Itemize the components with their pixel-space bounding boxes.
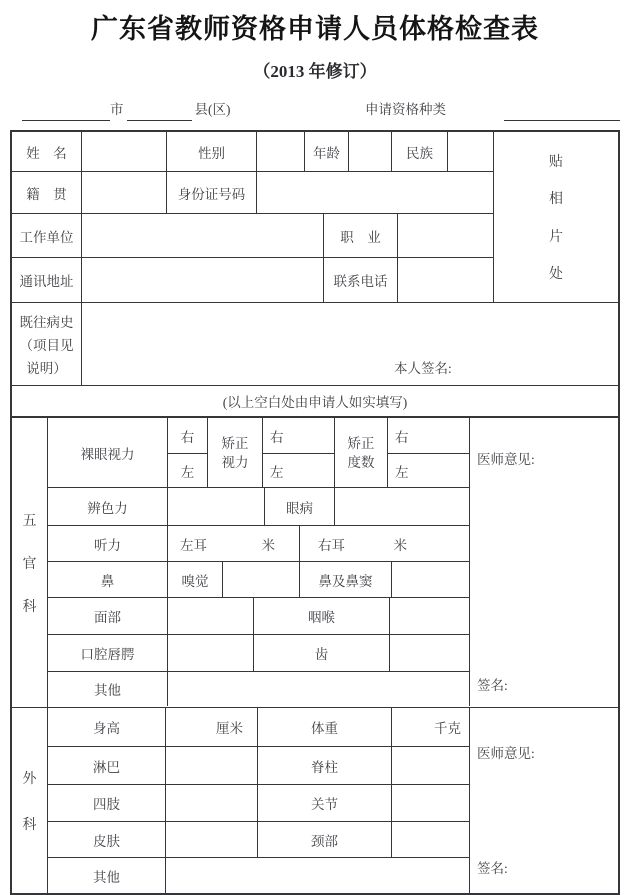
ethnic-label: 民族 xyxy=(392,132,448,172)
surgery-doctor-opinion-cell xyxy=(470,708,618,893)
throat-label: 咽喉 xyxy=(254,598,390,635)
row-lymph xyxy=(48,747,470,785)
photo-char-2: 相 xyxy=(549,192,563,208)
corrected-vision-line-1: 矫正 xyxy=(221,435,249,451)
ent-doctor-opinion-label: 医师意见: xyxy=(477,452,535,467)
ent-char-3: 科 xyxy=(22,599,37,615)
smell-label: 嗅觉 xyxy=(168,562,223,598)
right-ear-label: 右耳 xyxy=(318,537,345,553)
row-medical-history xyxy=(12,303,618,386)
ent-char-1: 五 xyxy=(22,513,37,529)
naked-vision-label: 裸眼视力 xyxy=(48,418,168,488)
gender-label: 性别 xyxy=(167,132,257,172)
weight-field xyxy=(392,708,470,747)
corrected-degree-line-2: 度数 xyxy=(347,454,375,470)
phone-label: 联系电话 xyxy=(324,258,398,303)
fill-note-text: (以上空白处由申请人如实填写) xyxy=(222,395,408,410)
spine-label: 脊柱 xyxy=(258,747,392,785)
gender-field xyxy=(257,132,305,172)
self-signature-label: 本人签名: xyxy=(394,361,452,376)
mouth-field xyxy=(168,635,254,672)
eye-disease-label: 眼病 xyxy=(265,488,335,526)
color-vision-field xyxy=(168,488,265,526)
row-face xyxy=(48,598,470,635)
name-field xyxy=(82,132,167,172)
row-color-vision xyxy=(48,488,470,526)
joint-field xyxy=(392,785,470,822)
occupation-field xyxy=(398,214,494,258)
header-fill-line xyxy=(10,98,620,124)
nose-label: 鼻 xyxy=(48,562,168,598)
form-subtitle: （2013 年修订） xyxy=(253,62,377,81)
age-label: 年龄 xyxy=(305,132,349,172)
corrected-degree-line-1: 矫正 xyxy=(347,435,375,451)
medical-history-label xyxy=(12,303,82,386)
lymph-field xyxy=(166,747,258,785)
surgery-section xyxy=(12,708,618,893)
row-skin xyxy=(48,822,470,858)
surgery-char-2: 科 xyxy=(22,817,37,833)
neck-field xyxy=(392,822,470,858)
photo-paste-area xyxy=(494,132,618,303)
address-field xyxy=(82,258,324,303)
corrected-vision-fields xyxy=(263,418,335,488)
photo-char-1: 贴 xyxy=(549,154,563,170)
hearing-label: 听力 xyxy=(48,526,168,562)
phone-field xyxy=(398,258,494,303)
medical-history-field xyxy=(82,303,618,386)
work-unit-label: 工作单位 xyxy=(12,214,82,258)
smell-field xyxy=(223,562,300,598)
row-height-weight xyxy=(48,708,470,747)
weight-label: 体重 xyxy=(258,708,392,747)
name-label: 姓 名 xyxy=(12,132,82,172)
occupation-label: 职 业 xyxy=(324,214,398,258)
corrected-degree-right-field: 右 xyxy=(388,418,469,454)
photo-char-4: 处 xyxy=(549,267,563,283)
city-blank-line xyxy=(22,107,110,121)
left-ear-label: 左耳 xyxy=(180,537,207,553)
face-label: 面部 xyxy=(48,598,168,635)
joint-label: 关节 xyxy=(258,785,392,822)
cm-unit-label: 厘米 xyxy=(216,721,243,736)
age-field xyxy=(349,132,392,172)
color-vision-label: 辨色力 xyxy=(48,488,168,526)
surgery-section-label xyxy=(12,708,48,893)
row-ent-other xyxy=(48,672,470,706)
ent-other-label: 其他 xyxy=(48,672,168,706)
right-ear-field xyxy=(300,526,470,562)
eye-disease-field xyxy=(335,488,470,526)
skin-label: 皮肤 xyxy=(48,822,166,858)
qual-type-blank-line xyxy=(504,107,620,121)
teeth-field xyxy=(390,635,470,672)
surgery-char-1: 外 xyxy=(22,771,37,787)
surgery-doctor-opinion-label: 医师意见: xyxy=(477,746,535,761)
height-label: 身高 xyxy=(48,708,166,747)
row-nose xyxy=(48,562,470,598)
county-suffix-label: 县(区) xyxy=(194,102,231,117)
row-surgery-other xyxy=(48,858,470,893)
corrected-vision-right-field: 右 xyxy=(263,418,334,454)
row-hearing xyxy=(48,526,470,562)
ent-section xyxy=(12,418,618,708)
medical-history-line-2: （项目见 xyxy=(19,337,74,353)
left-ear-field xyxy=(168,526,300,562)
id-number-field xyxy=(257,172,494,214)
neck-label: 颈部 xyxy=(258,822,392,858)
skin-field xyxy=(166,822,258,858)
corrected-vision-label xyxy=(208,418,263,488)
ethnic-field xyxy=(448,132,494,172)
limbs-field xyxy=(166,785,258,822)
ent-rows xyxy=(48,418,470,707)
mouth-label: 口腔唇腭 xyxy=(48,635,168,672)
right-ear-meter-label: 米 xyxy=(393,537,407,553)
nose-sinus-label: 鼻及鼻窦 xyxy=(300,562,392,598)
surgery-rows xyxy=(48,708,470,893)
corrected-degree-label xyxy=(335,418,388,488)
work-unit-field xyxy=(82,214,324,258)
surgery-signature-label: 签名: xyxy=(477,861,508,876)
teeth-label: 齿 xyxy=(254,635,390,672)
spine-field xyxy=(392,747,470,785)
limbs-label: 四肢 xyxy=(48,785,166,822)
surgery-other-label: 其他 xyxy=(48,858,166,893)
form-title: 广东省教师资格申请人员体格检查表 xyxy=(91,14,539,44)
lymph-label: 淋巴 xyxy=(48,747,166,785)
row-vision xyxy=(48,418,470,488)
ent-signature-label: 签名: xyxy=(477,678,508,693)
medical-history-line-1: 既往病史 xyxy=(19,314,74,330)
naked-vision-eyes xyxy=(168,418,208,488)
row-fill-note xyxy=(12,386,618,416)
corrected-degree-fields xyxy=(388,418,470,488)
throat-field xyxy=(390,598,470,635)
hometown-field xyxy=(82,172,167,214)
ent-char-2: 官 xyxy=(22,556,37,572)
row-mouth xyxy=(48,635,470,672)
naked-vision-right-label: 右 xyxy=(168,418,207,454)
ent-doctor-opinion-cell xyxy=(470,418,618,707)
city-suffix-label: 市 xyxy=(110,102,124,117)
face-field xyxy=(168,598,254,635)
address-label: 通讯地址 xyxy=(12,258,82,303)
corrected-degree-left-field: 左 xyxy=(395,464,409,480)
hometown-label: 籍 贯 xyxy=(12,172,82,214)
row-limbs xyxy=(48,785,470,822)
corrected-vision-line-2: 视力 xyxy=(221,454,249,470)
left-ear-meter-label: 米 xyxy=(261,537,275,553)
county-blank-line xyxy=(127,107,192,121)
qual-type-label: 申请资格种类 xyxy=(365,102,446,117)
kg-unit-label: 千克 xyxy=(434,721,461,736)
photo-char-3: 片 xyxy=(549,229,563,245)
ent-section-label xyxy=(12,418,48,707)
nose-sinus-field xyxy=(392,562,470,598)
surgery-other-field xyxy=(166,858,470,893)
corrected-vision-left-field: 左 xyxy=(270,464,284,480)
id-number-label: 身份证号码 xyxy=(167,172,257,214)
ent-other-field xyxy=(168,672,470,706)
applicant-info-table xyxy=(10,130,620,418)
exam-table xyxy=(10,418,620,895)
naked-vision-left-label: 左 xyxy=(180,464,195,480)
medical-history-line-3: 说明） xyxy=(26,361,67,377)
height-field xyxy=(166,708,258,747)
